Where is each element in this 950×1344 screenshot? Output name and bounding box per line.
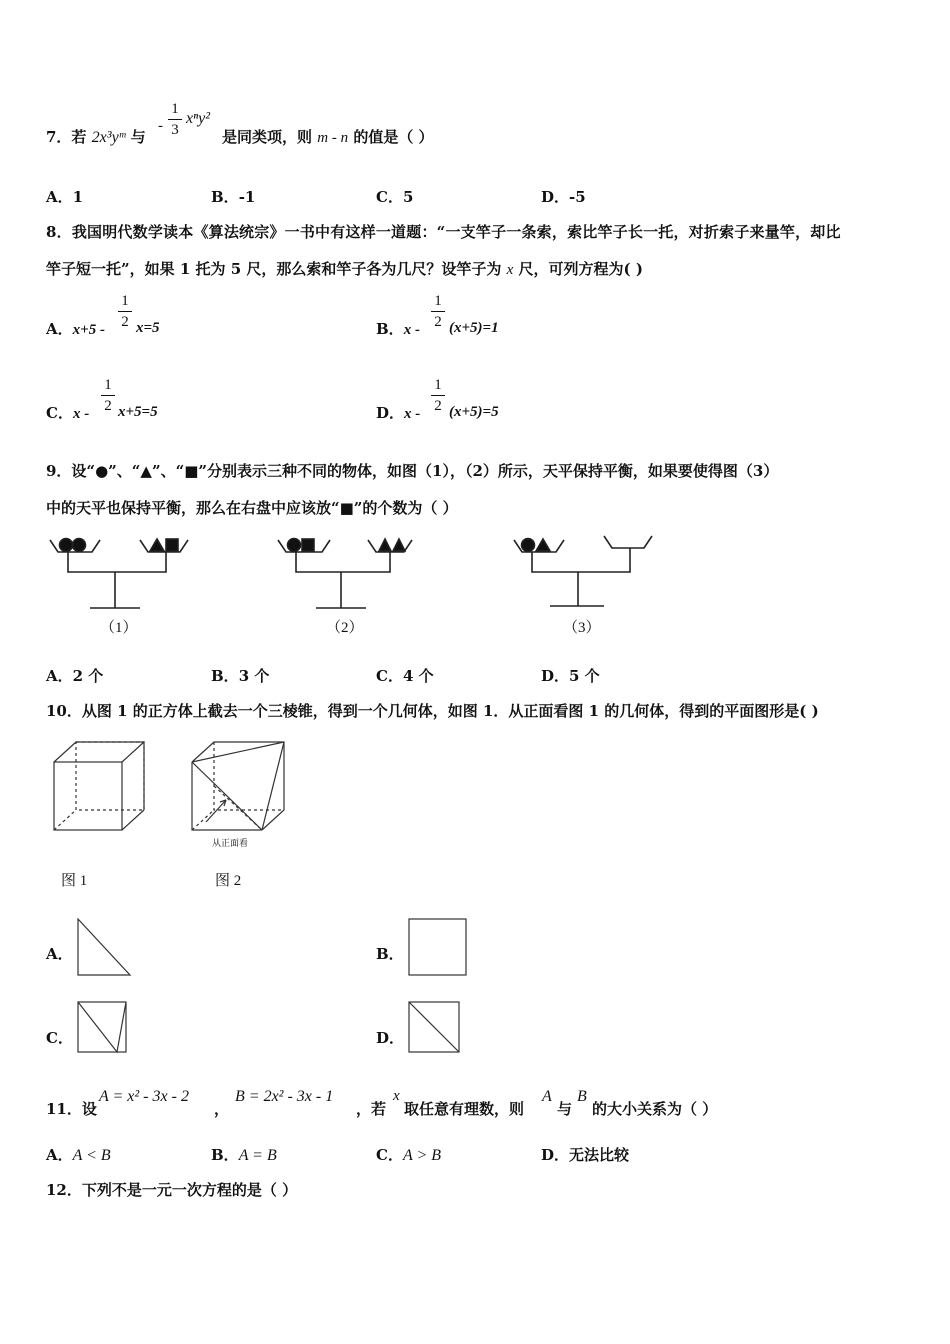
q9-option-a[interactable]: A．2 个 [46,667,104,685]
balance-1 [50,539,188,609]
q10-fig2-caption: 图 2 [215,873,242,889]
q7-tail-text: 是同类项，则 [222,128,313,146]
q7-tail2: 的值是（ ） [353,128,434,146]
q10-option-c-shape [77,1001,129,1055]
q8-b-post: (x+5)=1 [449,320,499,336]
q10-option-d-shape [408,1001,462,1055]
q8-line1: 8．我国明代数学读本《算法统宗》一书中有这样一道题：“一支竿子一条索，索比竿子长一托，对折索子来量竿，却比 [46,223,841,241]
circle-icon [522,539,535,552]
q9-caption-2: （2） [326,620,364,636]
q10-option-d[interactable]: D． [376,1029,405,1047]
q8-line2: 竿子短一托”，如果 1 托为 5 尺，那么索和竿子各为几尺？设竿子为 x 尺，可列方程为( ) [46,260,643,278]
q8-d-post: (x+5)=5 [449,404,499,420]
q7-conj: 与 [130,128,146,146]
q11-option-c[interactable]: C．A > B [376,1146,442,1164]
q10-fig1-caption: 图 1 [61,873,88,889]
q7-expr1: 2x³yᵐ [91,129,126,146]
q8-var-x: x [506,262,514,278]
cube-figure-1 [54,742,144,830]
triangle-icon [379,539,391,551]
q10-front-view-label: 从正面看 [212,838,249,848]
q11-var-x: x [393,1088,400,1104]
q10-option-a-shape [77,918,137,978]
circle-icon [60,539,73,552]
balance-3 [514,536,652,606]
q11-option-a[interactable]: A．A < B [46,1146,111,1164]
q8-option-b[interactable]: B．x - [376,320,420,338]
q8-c-post: x+5=5 [118,404,158,420]
q10-option-a[interactable]: A． [46,945,73,963]
q8-option-c[interactable]: C．x - [46,404,90,422]
q12-line1: 12．下列不是一元一次方程的是（ ） [46,1181,298,1199]
q11-option-b[interactable]: B．A = B [211,1146,277,1164]
q8-a-post: x=5 [136,320,160,336]
q7-expr2: xⁿy² [186,110,211,127]
q8-a-fraction: 1 2 [118,292,132,331]
q7-option-b[interactable]: B．-1 [211,188,256,206]
q9-option-d[interactable]: D．5 个 [541,667,600,685]
q10-option-c[interactable]: C． [46,1029,73,1047]
q7-option-d[interactable]: D．-5 [541,188,586,206]
q8-option-d[interactable]: D．x - [376,404,421,422]
q9-option-b[interactable]: B．3 个 [211,667,270,685]
q10-option-b[interactable]: B． [376,945,404,963]
q7-option-a[interactable]: A．1 [46,188,84,206]
square-icon [302,539,314,551]
q11-stem: 11．设 [46,1100,97,1118]
q7-option-c[interactable]: C．5 [376,188,414,206]
q7-minus: - [158,118,163,134]
q7-frac-den: 3 [171,122,179,138]
q8-c-fraction: 1 2 [101,376,115,415]
q8-option-a[interactable]: A．x+5 - [46,320,105,338]
q9-line2: 中的天平也保持平衡，那么在右盘中应该放“■”的个数为（ ） [46,499,458,517]
triangle-icon [393,539,405,551]
q9-caption-1: （1） [100,620,138,636]
q7-stem [46,126,146,147]
q7-number: 7．若 [46,128,87,146]
q10-cube-figures [40,730,340,860]
balance-2 [278,539,412,609]
q9-balance-figures [0,528,950,638]
q9-caption-3: （3） [563,620,601,636]
circle-icon [73,539,86,552]
circle-icon [288,539,301,552]
q11-expr-a: A = x² - 3x - 2 [99,1088,189,1105]
triangle-icon [150,539,164,551]
square-icon [166,539,178,551]
q10-line1: 10．从图 1 的正方体上截去一个三棱锥，得到一个几何体，如图 1．从正面看图 1 的几何体，得到的平面图形是( ) [46,702,819,720]
q10-option-b-shape [408,918,468,978]
q7-tail [222,126,434,147]
q8-b-fraction: 1 2 [431,292,445,331]
q11-option-d[interactable]: D．无法比较 [541,1146,630,1164]
triangle-icon [536,539,550,551]
q7-frac-num: 1 [171,101,179,117]
q7-mn: m - n [317,130,349,146]
cube-figure-2 [192,742,284,830]
q9-option-c[interactable]: C．4 个 [376,667,434,685]
q11-expr-b: B = 2x² - 3x - 1 [235,1088,334,1105]
q7-fraction [168,100,182,139]
q9-line1: 9．设“●”、“▲”、“■”分别表示三种不同的物体，如图（1），（2）所示，天平保持平衡，如果要使得图（3） [46,462,779,480]
q8-d-fraction: 1 2 [431,376,445,415]
